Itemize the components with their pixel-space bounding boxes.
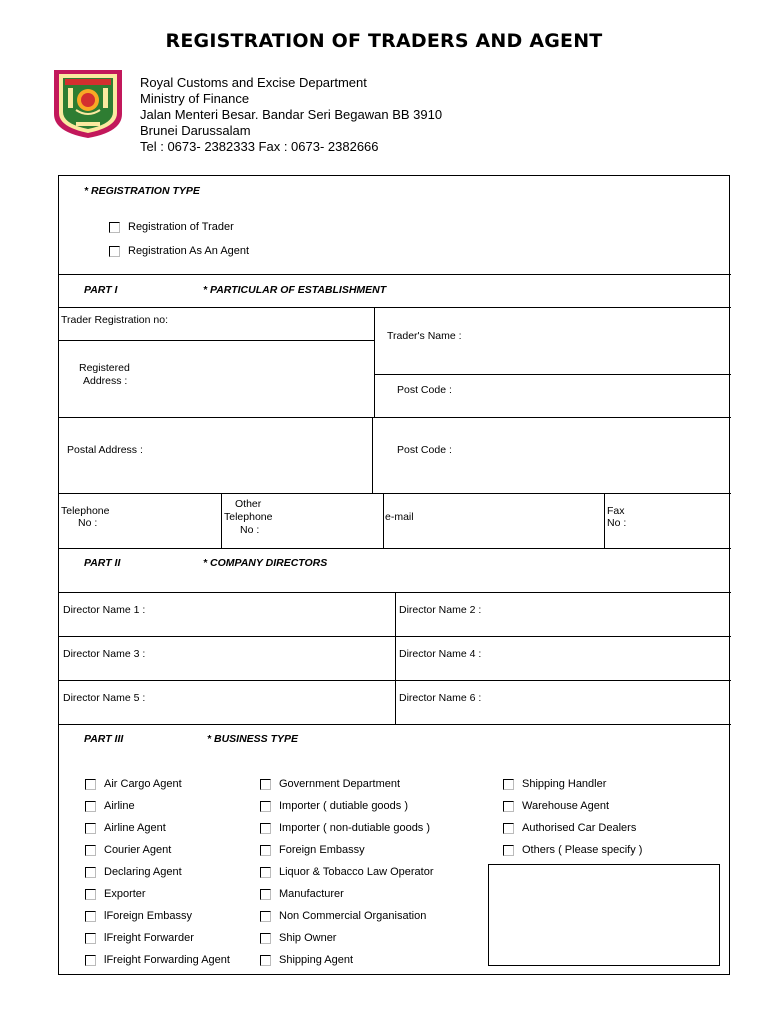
business-type-option[interactable]: [260, 822, 430, 834]
traders-name-field[interactable]: Trader's Name :: [387, 330, 462, 342]
checkbox[interactable]: [85, 867, 96, 878]
part-1-label: PART I: [84, 284, 118, 296]
divider: [59, 417, 731, 418]
option-label: Warehouse Agent: [522, 800, 610, 812]
part-3-label: PART III: [84, 733, 124, 745]
option-label: Air Cargo Agent: [104, 778, 182, 790]
director-name-6-field[interactable]: Director Name 6 :: [399, 692, 482, 704]
option-label: Ship Owner: [279, 932, 337, 944]
checkbox[interactable]: [85, 955, 96, 966]
divider: [59, 493, 731, 494]
checkbox[interactable]: [85, 801, 96, 812]
divider: [383, 493, 384, 548]
business-type-option[interactable]: [85, 932, 194, 944]
others-specify-input[interactable]: [488, 864, 720, 966]
street-address: Jalan Menteri Besar. Bandar Seri Begawan BB 3910: [140, 107, 443, 122]
business-type-option[interactable]: [260, 910, 426, 922]
option-label: Authorised Car Dealers: [522, 822, 637, 834]
postal-post-code-field[interactable]: Post Code :: [397, 444, 452, 456]
checkbox[interactable]: [85, 889, 96, 900]
business-type-option[interactable]: [503, 778, 606, 790]
checkbox[interactable]: [109, 246, 120, 257]
fax-label: Fax: [607, 505, 625, 517]
option-label: Exporter: [104, 888, 146, 900]
country: Brunei Darussalam: [140, 123, 251, 138]
checkbox[interactable]: [503, 823, 514, 834]
option-label: lForeign Embassy: [104, 910, 193, 922]
option-label: Liquor & Tobacco Law Operator: [279, 866, 434, 878]
business-type-option[interactable]: [85, 954, 230, 966]
checkbox[interactable]: [260, 845, 271, 856]
option-label: lFreight Forwarding Agent: [104, 954, 230, 966]
option-label: Registration As An Agent: [128, 245, 250, 257]
part-1-heading: * PARTICULAR OF ESTABLISHMENT: [203, 284, 387, 296]
business-type-option[interactable]: [260, 954, 353, 966]
divider: [374, 307, 375, 417]
registration-of-trader-option[interactable]: [109, 221, 234, 233]
checkbox[interactable]: [260, 779, 271, 790]
registered-address-label: Registered: [79, 362, 130, 374]
checkbox[interactable]: [85, 823, 96, 834]
business-type-option[interactable]: [260, 800, 408, 812]
other-telephone-field[interactable]: No :: [240, 524, 260, 536]
business-type-option[interactable]: [260, 888, 344, 900]
registration-as-agent-option[interactable]: [109, 245, 249, 257]
option-label: lFreight Forwarder: [104, 932, 194, 944]
royal-customs-emblem-icon: [46, 66, 130, 140]
registered-address-field[interactable]: Address :: [83, 375, 128, 387]
divider: [604, 493, 605, 548]
option-label: Importer ( non-dutiable goods ): [279, 822, 431, 834]
business-type-option[interactable]: [503, 844, 642, 856]
checkbox[interactable]: [260, 867, 271, 878]
business-type-option[interactable]: [85, 822, 166, 834]
part-2-heading: * COMPANY DIRECTORS: [203, 557, 328, 569]
contact-numbers: Tel : 0673- 2382333 Fax : 0673- 2382666: [140, 139, 379, 154]
option-label: Government Department: [279, 778, 401, 790]
option-label: Manufacturer: [279, 888, 344, 900]
checkbox[interactable]: [260, 823, 271, 834]
email-field[interactable]: e-mail: [385, 511, 414, 523]
option-label: Registration of Trader: [128, 221, 234, 233]
divider: [395, 592, 396, 724]
part-3-heading: * BUSINESS TYPE: [207, 733, 299, 745]
business-type-option[interactable]: [85, 800, 135, 812]
checkbox[interactable]: [260, 933, 271, 944]
option-label: Importer ( dutiable goods ): [279, 800, 409, 812]
registration-type-header: * REGISTRATION TYPE: [84, 185, 200, 197]
checkbox[interactable]: [260, 801, 271, 812]
business-type-option[interactable]: [85, 888, 146, 900]
business-type-option[interactable]: [503, 822, 636, 834]
option-label: Courier Agent: [104, 844, 172, 856]
divider: [59, 340, 374, 341]
ministry-name: Ministry of Finance: [140, 91, 250, 106]
option-label: Shipping Handler: [522, 778, 607, 790]
option-label: Airline: [104, 800, 135, 812]
divider: [59, 724, 731, 725]
telephone-label: Telephone: [61, 505, 110, 517]
checkbox[interactable]: [85, 845, 96, 856]
divider: [59, 307, 731, 308]
option-label: Airline Agent: [104, 822, 166, 834]
business-type-option[interactable]: [85, 866, 182, 878]
business-type-option[interactable]: [503, 800, 609, 812]
business-type-option[interactable]: [85, 778, 182, 790]
divider: [374, 374, 731, 375]
director-name-3-field[interactable]: Director Name 3 :: [63, 648, 146, 660]
director-name-1-field[interactable]: Director Name 1 :: [63, 604, 146, 616]
form-title: REGISTRATION OF TRADERS AND AGENT: [165, 30, 603, 52]
business-type-option[interactable]: [85, 910, 192, 922]
checkbox[interactable]: [85, 933, 96, 944]
divider: [221, 493, 222, 548]
other-telephone-label: Other: [235, 498, 262, 510]
checkbox[interactable]: [260, 911, 271, 922]
business-type-option[interactable]: [85, 844, 171, 856]
checkbox[interactable]: [260, 955, 271, 966]
other-telephone-label-2: Telephone: [224, 511, 273, 523]
checkbox[interactable]: [503, 845, 514, 856]
business-type-option[interactable]: [260, 778, 400, 790]
divider: [59, 274, 731, 275]
checkbox[interactable]: [503, 779, 514, 790]
director-name-2-field[interactable]: Director Name 2 :: [399, 604, 482, 616]
trader-registration-no-field[interactable]: Trader Registration no:: [61, 314, 168, 326]
department-address-block: [140, 75, 442, 155]
checkbox[interactable]: [109, 222, 120, 233]
option-label: Declaring Agent: [104, 866, 182, 878]
option-label: Non Commercial Organisation: [279, 910, 427, 922]
checkbox[interactable]: [260, 889, 271, 900]
checkbox[interactable]: [503, 801, 514, 812]
divider: [59, 548, 731, 549]
option-label: Shipping Agent: [279, 954, 354, 966]
director-name-5-field[interactable]: Director Name 5 :: [63, 692, 146, 704]
telephone-field[interactable]: No :: [78, 517, 98, 529]
fax-field[interactable]: No :: [607, 517, 627, 529]
checkbox[interactable]: [85, 911, 96, 922]
post-code-field[interactable]: Post Code :: [397, 384, 452, 396]
department-name: Royal Customs and Excise Department: [140, 75, 367, 90]
divider: [372, 417, 373, 493]
director-name-4-field[interactable]: Director Name 4 :: [399, 648, 482, 660]
part-2-label: PART II: [84, 557, 121, 569]
option-label: Others ( Please specify ): [522, 844, 643, 856]
option-label: Foreign Embassy: [279, 844, 365, 856]
business-type-option[interactable]: [260, 844, 365, 856]
business-type-option[interactable]: [260, 866, 434, 878]
postal-address-field[interactable]: Postal Address :: [67, 444, 143, 456]
business-type-option[interactable]: [260, 932, 336, 944]
checkbox[interactable]: [85, 779, 96, 790]
